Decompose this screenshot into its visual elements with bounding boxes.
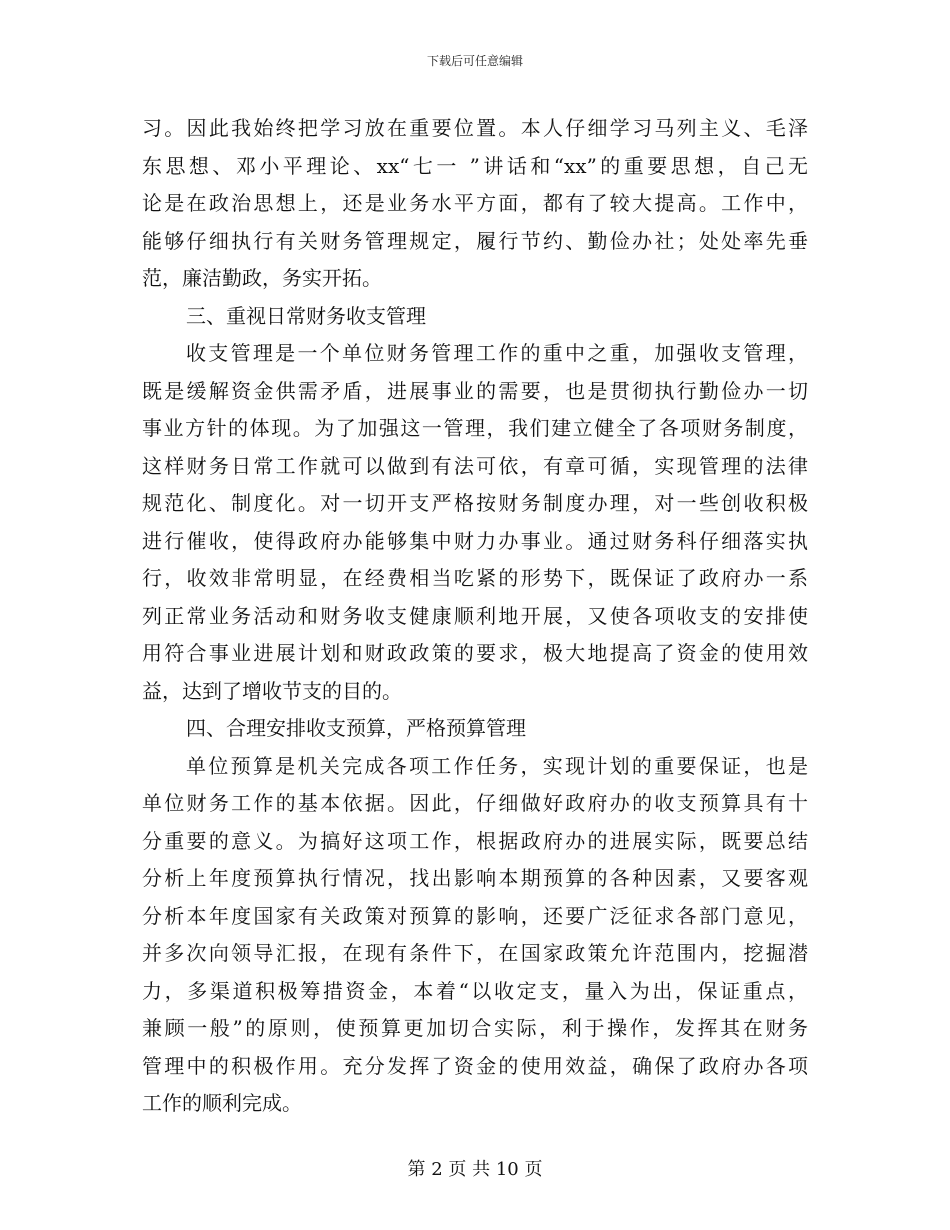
section-heading-3: 三、重视日常财务收支管理 — [186, 303, 426, 328]
page-number: 第 2 页 共 10 页 — [407, 1159, 543, 1180]
body-line: 并多次向领导汇报，在现有条件下，在国家政策允许范围内，挖掘潜 — [142, 941, 808, 965]
body-line: 行，收效非常明显，在经费相当吃紧的形势下，既保证了政府办一系 — [142, 566, 808, 590]
body-line: 习。因此我始终把学习放在重要位置。本人仔细学习马列主义、毛泽 — [142, 116, 808, 140]
body-line: 论是在政治思想上，还是业务水平方面，都有了较大提高。工作中， — [142, 191, 808, 215]
body-line: 分重要的意义。为搞好这项工作，根据政府办的进展实际，既要总结 — [142, 828, 808, 853]
body-line: 列正常业务活动和财务收支健康顺利地开展，又使各项收支的安排使 — [142, 603, 808, 628]
body-line: 单位财务工作的基本依据。因此，仔细做好政府办的收支预算具有十 — [142, 791, 808, 815]
body-line: 分析上年度预算执行情况，找出影响本期预算的各种因素，又要客观 — [142, 866, 808, 890]
page-header-note: 下载后可任意编辑 — [426, 54, 523, 68]
body-line: 事业方针的体现。为了加强这一管理，我们建立健全了各项财务制度， — [142, 416, 808, 440]
body-line: 范，廉洁勤政，务实开拓。 — [142, 266, 382, 290]
document-body — [142, 110, 808, 1123]
body-line: 力，多渠道积极筹措资金，本着“以收定支，量入为出，保证重点， — [142, 978, 808, 1003]
paragraph-first-line: 单位预算是机关完成各项工作任务，实现计划的重要保证，也是 — [186, 753, 808, 778]
paragraph-first-line: 收支管理是一个单位财务管理工作的重中之重，加强收支管理， — [186, 341, 808, 365]
body-line: 这样财务日常工作就可以做到有法可依，有章可循，实现管理的法律 — [142, 453, 808, 478]
body-line: 既是缓解资金供需矛盾，进展事业的需要，也是贯彻执行勤俭办一切 — [142, 378, 808, 403]
body-line: 工作的顺利完成。 — [142, 1091, 302, 1115]
body-line: 管理中的积极作用。充分发挥了资金的使用效益，确保了政府办各项 — [142, 1053, 808, 1078]
body-line: 用符合事业进展计划和财政政策的要求，极大地提高了资金的使用效 — [142, 641, 808, 665]
body-line: 分析本年度国家有关政策对预算的影响，还要广泛征求各部门意见， — [142, 903, 808, 928]
section-heading-4: 四、合理安排收支预算，严格预算管理 — [186, 716, 526, 740]
body-line: 进行催收，使得政府办能够集中财力办事业。通过财务科仔细落实执 — [142, 528, 808, 553]
body-line: 兼顾一般”的原则，使预算更加切合实际，利于操作，发挥其在财务 — [142, 1016, 808, 1040]
body-line: 规范化、制度化。对一切开支严格按财务制度办理，对一些创收积极 — [142, 491, 808, 515]
body-line: 益，达到了增收节支的目的。 — [142, 678, 402, 703]
body-line: 东思想、邓小平理论、xx“七一 ”讲话和“xx”的重要思想，自己无 — [142, 153, 808, 178]
body-line: 能够仔细执行有关财务管理规定，履行节约、勤俭办社；处处率先垂 — [142, 228, 808, 253]
